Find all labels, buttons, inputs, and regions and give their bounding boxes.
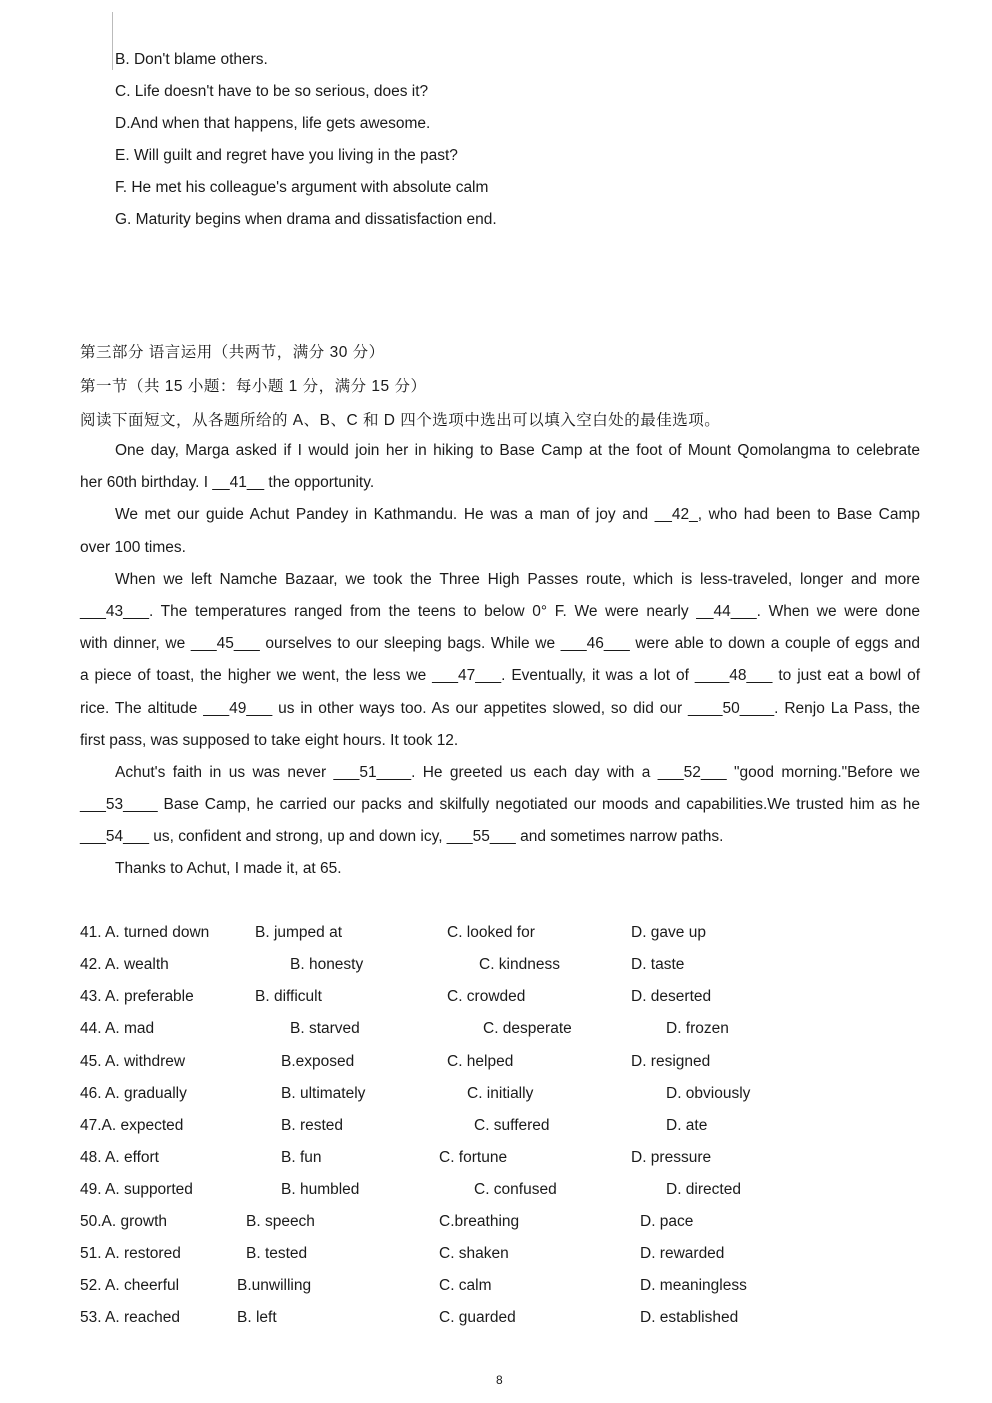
option-c: C. Life doesn't have to be so serious, does it? — [115, 83, 429, 100]
passage-line: When we left Namche Bazaar, we took the Three High Passes route, which is less-traveled, longer and more — [115, 570, 920, 588]
choice-d: D. rewarded — [640, 1245, 725, 1262]
choice-d: D. gave up — [631, 924, 706, 941]
choice-b: B. rested — [281, 1117, 344, 1134]
choice-d: D. obviously — [666, 1085, 751, 1102]
question-row — [0, 1277, 992, 1309]
choice-c: C. helped — [447, 1053, 514, 1070]
choice-a: 49. A. supported — [80, 1181, 193, 1198]
choice-b: B. difficult — [255, 988, 322, 1005]
choice-a: 47.A. expected — [80, 1117, 184, 1134]
passage-line: with dinner, we ___45___ ourselves to our sleeping bags. While we ___46___ were able to down a couple of eggs and — [80, 635, 920, 653]
choice-d: D. established — [640, 1309, 739, 1326]
choice-b: B. humbled — [281, 1181, 360, 1198]
choice-d: D. pace — [640, 1213, 694, 1230]
choice-c: C. calm — [439, 1277, 492, 1294]
choice-a: 41. A. turned down — [80, 924, 210, 941]
question-row — [0, 1309, 992, 1341]
choice-b: B. left — [237, 1309, 277, 1326]
choice-d: D. directed — [666, 1181, 741, 1198]
subsection-title: 第一节（共 15 小题：每小题 1 分，满分 15 分） — [80, 378, 427, 395]
passage-line: ___54___ us, confident and strong, up and down icy, ___55___ and sometimes narrow paths. — [80, 828, 724, 846]
choice-b: B. speech — [246, 1213, 315, 1230]
question-row — [0, 1149, 992, 1181]
choice-b: B. ultimately — [281, 1085, 366, 1102]
choice-d: D. ate — [666, 1117, 708, 1134]
choice-c: C. desperate — [483, 1020, 572, 1037]
choice-a: 44. A. mad — [80, 1020, 155, 1037]
choice-d: D. meaningless — [640, 1277, 747, 1294]
choice-d: D. frozen — [666, 1020, 729, 1037]
choice-c: C. crowded — [447, 988, 526, 1005]
choice-b: B. fun — [281, 1149, 322, 1166]
page-number: 8 — [496, 1373, 503, 1387]
choice-c: C. initially — [467, 1085, 534, 1102]
passage-line: ___53____ Base Camp, he carried our packs and skilfully negotiated our moods and capabilities.We trusted him as he — [80, 796, 920, 814]
choice-b: B. jumped at — [255, 924, 343, 941]
passage-line: rice. The altitude ___49___ us in other ways too. As our appetites slowed, so did our ____50____. Renjo La Pass, the — [80, 699, 920, 717]
passage-line: ___43___. The temperatures ranged from the teens to below 0° F. We were nearly __44___. When we were done — [80, 602, 920, 620]
choice-c: C. kindness — [479, 956, 560, 973]
choice-a: 42. A. wealth — [80, 956, 169, 973]
question-row — [0, 1085, 992, 1117]
question-row — [0, 1053, 992, 1085]
option-d: D.And when that happens, life gets awesome. — [115, 115, 431, 132]
choice-b: B. tested — [246, 1245, 308, 1262]
passage-line: Thanks to Achut, I made it, at 65. — [115, 860, 342, 878]
choice-a: 45. A. withdrew — [80, 1053, 186, 1070]
option-b: B. Don't blame others. — [115, 51, 268, 68]
choice-c: C. confused — [474, 1181, 557, 1198]
choice-c: C.breathing — [439, 1213, 520, 1230]
choice-a: 43. A. preferable — [80, 988, 194, 1005]
passage-line: over 100 times. — [80, 538, 186, 556]
passage — [80, 435, 920, 886]
choice-d: D. taste — [631, 956, 685, 973]
part-title: 第三部分 语言运用（共两节，满分 30 分） — [80, 344, 385, 361]
choice-a: 53. A. reached — [80, 1309, 180, 1326]
question-row — [0, 1117, 992, 1149]
passage-line: her 60th birthday. I __41__ the opportunity. — [80, 474, 375, 492]
choice-c: C. looked for — [447, 924, 535, 941]
option-e: E. Will guilt and regret have you living in the past? — [115, 147, 458, 164]
choice-a: 48. A. effort — [80, 1149, 159, 1166]
passage-line: One day, Marga asked if I would join her in hiking to Base Camp at the foot of Mount Qomolangma to celebrate — [115, 442, 920, 459]
choice-c: C. shaken — [439, 1245, 509, 1262]
option-g: G. Maturity begins when drama and dissatisfaction end. — [115, 211, 497, 228]
passage-line: We met our guide Achut Pandey in Kathmandu. He was a man of joy and __42_, who had been to Base Camp — [115, 506, 920, 524]
choice-a: 52. A. cheerful — [80, 1277, 180, 1294]
question-row — [0, 1020, 992, 1052]
choice-c: C. suffered — [474, 1117, 550, 1134]
choice-d: D. pressure — [631, 1149, 712, 1166]
instructions: 阅读下面短文，从各题所给的 A、B、C 和 D 四个选项中选出可以填入空白处的最佳选项。 — [80, 412, 721, 429]
passage-line: a piece of toast, the higher we went, the less we ___47___. Eventually, it was a lot of ____48___ to just eat a bowl of — [80, 667, 920, 685]
choice-d: D. resigned — [631, 1053, 711, 1070]
question-row — [0, 1213, 992, 1245]
choice-c: C. guarded — [439, 1309, 516, 1326]
question-row — [0, 1245, 992, 1277]
choice-a: 50.A. growth — [80, 1213, 168, 1230]
question-row — [0, 924, 992, 956]
choice-b: B. honesty — [290, 956, 364, 973]
choice-a: 51. A. restored — [80, 1245, 181, 1262]
question-row — [0, 988, 992, 1020]
margin-rule — [112, 12, 113, 70]
choice-a: 46. A. gradually — [80, 1085, 187, 1102]
choice-b: B. starved — [290, 1020, 360, 1037]
question-row — [0, 956, 992, 988]
choice-b: B.unwilling — [237, 1277, 312, 1294]
question-row — [0, 1181, 992, 1213]
choice-b: B.exposed — [281, 1053, 355, 1070]
option-f: F. He met his colleague's argument with absolute calm — [115, 179, 489, 196]
choice-c: C. fortune — [439, 1149, 508, 1166]
choice-d: D. deserted — [631, 988, 712, 1005]
passage-line: first pass, was supposed to take eight hours. It took 12. — [80, 731, 459, 749]
passage-line: Achut's faith in us was never ___51____. He greeted us each day with a ___52___ "good morning."Before we — [115, 763, 920, 781]
